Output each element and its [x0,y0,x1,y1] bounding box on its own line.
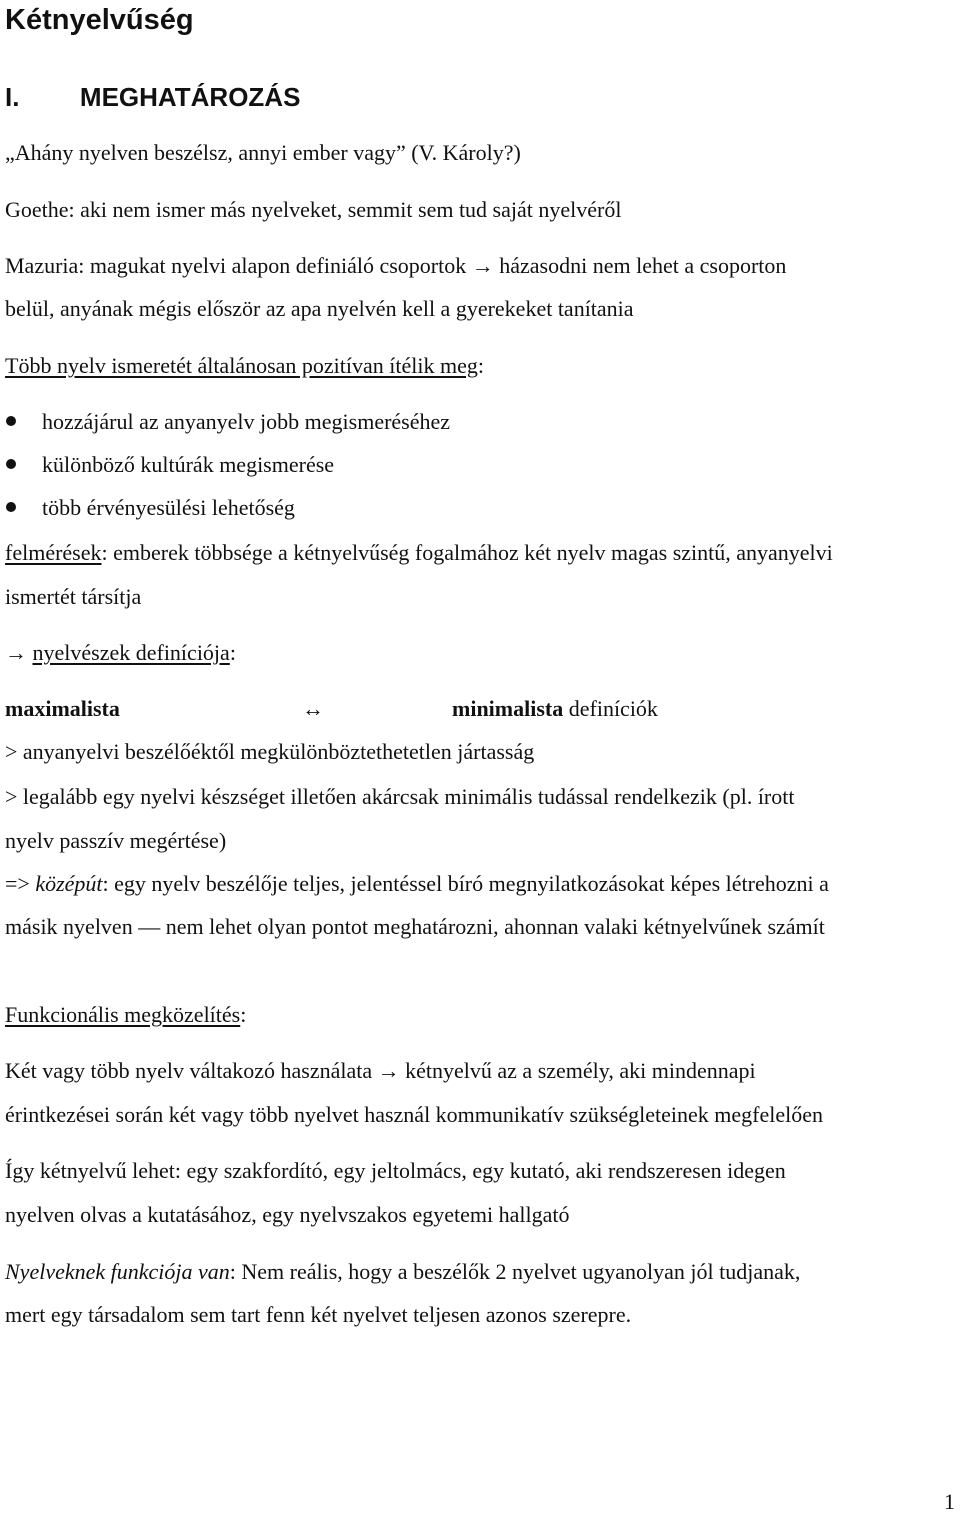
felmeresek-label: felmérések [5,540,102,565]
nyelveszek-text: nyelvészek definíciója [32,640,230,665]
arrow-icon: → [5,640,33,665]
felmeresek-text: : emberek többsége a kétnyelvűség fogalmához két nyelv magas szintű, anyanyelvi [101,540,833,565]
bidirectional-arrow-icon: ↔ [302,696,324,721]
nyelveknek-text: : Nem reális, hogy a beszélők 2 nyelvet ugyanolyan jól tudjanak, [229,1259,801,1284]
section-number: I. [5,82,20,112]
goethe-line: Goethe: aki nem ismer más nyelveket, semmit sem tud saját nyelvéről [5,197,622,222]
ket-vagy-line-2: érintkezései során két vagy több nyelvet használ kommunikatív szükségleteinek megfelelően [5,1102,824,1127]
min-definition-2: nyelv passzív megértése) [5,828,227,853]
minimalista-line [452,696,658,722]
bullet-icon [6,459,16,469]
colon: : [229,640,236,665]
felmeresek-line [5,540,833,566]
bullet-item-1: hozzájárul az anyanyelv jobb megismeréséhez [42,409,451,434]
mazuria-line-2: belül, anyának mégis először az apa nyelvén kell a gyerekeket tanítania [5,296,634,321]
kozeput-line-2: másik nyelven — nem lehet olyan pontot meghatározni, ahonnan valaki kétnyelvűnek számít [5,914,825,939]
funkcionalis-line [5,1002,246,1028]
page-number: 1 [944,1489,955,1514]
bullet-item-3: több érvényesülési lehetőség [42,495,295,520]
kozeput-text: : egy nyelv beszélője teljes, jelentéssel bíró megnyilatkozásokat képes létrehozni a [102,871,829,896]
kozeput-label: középút [35,871,103,896]
max-definition: > anyanyelvi beszélőéktől megkülönböztethetetlen jártasság [5,739,535,764]
kozeput-prefix: => [5,871,36,896]
nyelveknek-line-2: mert egy társadalom sem tart fenn két nyelvet teljesen azonos szerepre. [5,1302,632,1327]
felmeresek-line-2: ismertét társítja [5,584,142,609]
ket-vagy-line-1: Két vagy több nyelv váltakozó használata → kétnyelvű az a személy, aki mindennapi [5,1058,756,1083]
tobb-nyelv-text: Több nyelv ismeretét általánosan pozitívan ítélik meg [5,353,478,378]
section-heading [5,82,300,112]
nyelveknek-label: Nyelveknek funkciója van [5,1259,230,1284]
document-title: Kétnyelvűség [5,4,194,36]
colon: : [240,1002,247,1027]
kozeput-line [5,871,829,897]
funkcionalis-heading: Funkcionális megközelítés [5,1002,241,1027]
bullet-icon [6,416,16,426]
mazuria-line-1: Mazuria: magukat nyelvi alapon definiáló csoportok → házasodni nem lehet a csoporton [5,253,787,278]
definiciok-text: definíciók [563,696,658,721]
section-title: MEGHATÁROZÁS [79,82,301,112]
igy-line-2: nyelven olvas a kutatásához, egy nyelvszakos egyetemi hallgató [5,1202,570,1227]
min-definition-1: > legalább egy nyelvi készséget illetően akárcsak minimális tudással rendelkezik (pl. írott [5,784,795,809]
igy-line-1: Így kétnyelvű lehet: egy szakfordító, egy jeltolmács, egy kutató, aki rendszeresen idegen [5,1158,786,1183]
nyelveknek-line [5,1259,800,1285]
maximalista-label: maximalista [5,696,120,721]
tobb-nyelv-line [5,353,484,379]
colon: : [477,353,484,378]
nyelveszek-line [5,640,236,666]
bullet-icon [6,502,16,512]
quote-line: „Ahány nyelven beszélsz, annyi ember vagy” (V. Károly?) [5,140,521,165]
minimalista-label: minimalista [452,696,564,721]
bullet-item-2: különböző kultúrák megismerése [42,452,335,477]
